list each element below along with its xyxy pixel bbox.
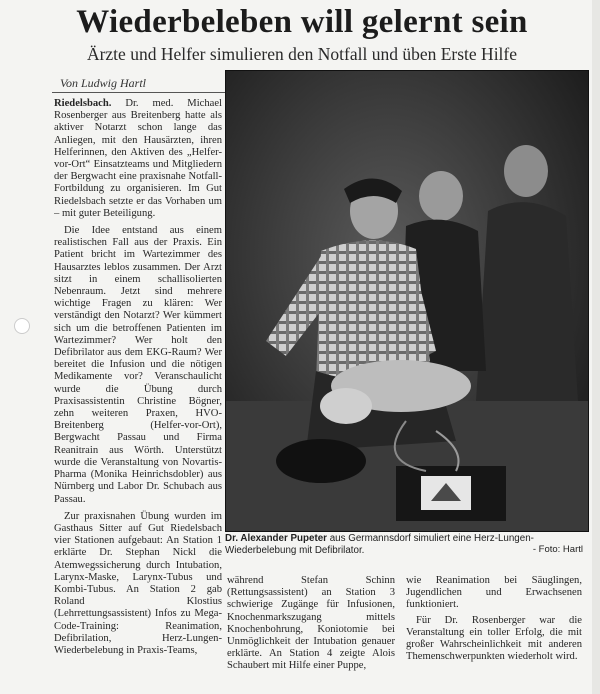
headline: Wiederbeleben will gelernt sein: [76, 4, 528, 40]
photo-credit: - Foto: Hartl: [532, 544, 583, 555]
caption-person: Dr. Alexander Pupeter: [225, 533, 327, 544]
subheadline: Ärzte und Helfer simulieren den Notfall und üben Erste Hilfe: [86, 44, 518, 64]
article-column-left: [54, 98, 222, 688]
punch-hole: [14, 318, 30, 334]
dateline: Riedelsbach.: [54, 98, 112, 109]
paragraph-stations: Zur praxisnahen Übung wurden im Gasthaus Sitter auf Gut Riedelsbach vier Stationen aufgebaut: An Station 1 erklärte Dr. Stephan Nickl die Atemwegssicherung durch Intubation, Larynx-Maske, Larynx-Tubus und Kombi-Tubus. An Station 2 gab Roland Klostius (Lehrrettungsassistent) Infos zu Mega-Code-Training: Reanimation, Defibrilation, Herz-Lungen-Wiederbelebung in Praxis-Teams,: [54, 510, 222, 656]
article-column-right: [406, 575, 582, 690]
paragraph-intro: [54, 98, 222, 220]
byline: Von Ludwig Hartl: [60, 76, 147, 90]
article-photo: [225, 70, 589, 532]
paragraph-infants: wie Reanimation bei Säuglingen, Jugendlichen und Erwachsenen funktioniert.: [406, 575, 582, 611]
paper-edge: [592, 0, 600, 694]
paragraph-intro-text: Dr. med. Michael Rosenberger aus Breitenberg hatte als aktiver Notarzt schon lange das Anliegen, mit den Hausärzten, ihren Helferinnen, den Aktiven des „Helfer-vor-Ort“ Einsatzteams und Mitgliedern der Bergwacht eine praxisnahe Notfall-Fortbildung zu organisieren. Im Gut Riedelsbach setzte er das Vorhaben um – mit guter Beteiligung.: [54, 98, 222, 219]
resuscitation-photo-illustration: [226, 71, 588, 531]
paragraph-idea: Die Idee entstand aus einem realistischen Fall aus der Praxis. Ein Patient bricht im Wartezimmer des Hausarztes leblos zusammen. Der Arzt sitzt in einem schallisolierten Nebenraum. Jetzt sind mehrere wichtige Fragen zu klären: Wer verständigt den Notarzt? Wer kümmert sich um die betroffenen Patienten im Wartezimmer? Wer holt den Defibrilator aus dem EKG-Raum? Wer bereitet die Infusion und die nötigen Medikamente vor? Veranschaulicht wurde die Übung durch Praxisassistentin Christine Bögner, zehn weiteren Praxen, HVO-Breitenberg (Helfer-vor-Ort), Bergwacht Passau und Firma Reanitrain aus Wörth. Unterstützt wurde die Veranstaltung von Novartis-Pharma (Monika Heinrichsdobler) aus Nürnberg und Labor Dr. Schubach aus Passau.: [54, 225, 222, 505]
paragraph-stations-cont: während Stefan Schinn (Rettungsassistent) an Station 3 schwierige Zugänge für Infusionen, Knochenmarkszugang mittels Knochenbohrung, Koniotomie bei Unmöglichkeit der Intubation genauer erklärte. An Station 4 zeigte Alois Schaubert mit Hilfe einer Puppe,: [227, 575, 395, 672]
photo-caption: [225, 533, 587, 556]
article-column-middle: [227, 575, 395, 690]
newspaper-clipping: [22, 0, 590, 690]
paragraph-conclusion: Für Dr. Rosenberger war die Veranstaltung ein toller Erfolg, die mit großer Wahrscheinlichkeit mit anderen Themenschwerpunkten wiederholt wird.: [406, 614, 582, 663]
caption-text: aus Germannsdorf simuliert eine Herz-Lungen-Wiederbelebung mit Defibrilator.: [225, 533, 534, 556]
